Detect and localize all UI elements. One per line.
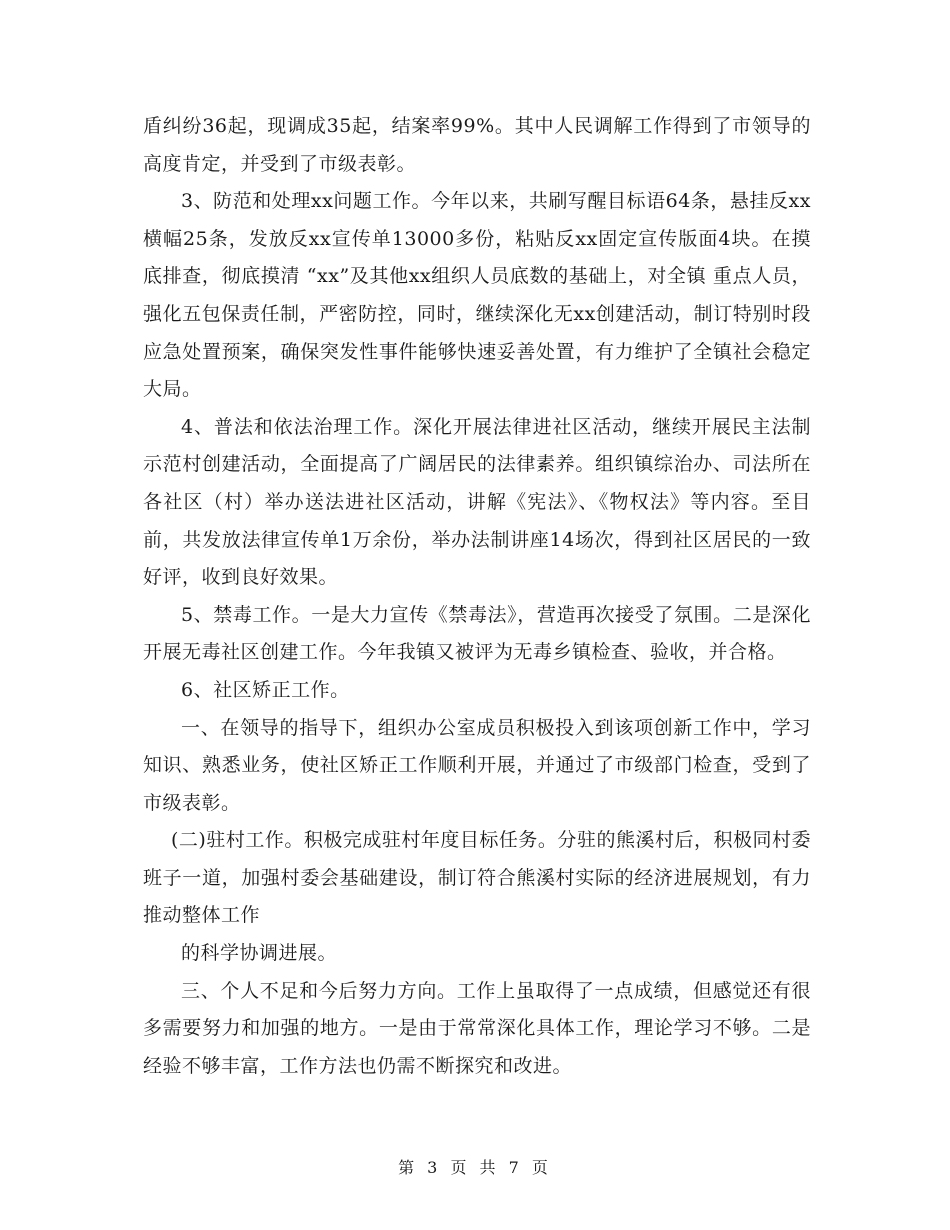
- paragraph-prevention-work: 3、防范和处理xx问题工作。今年以来，共刷写醒目标语64条，悬挂反xx横幅25条，发放反xx宣传单13000多份，粘贴反xx固定宣传版面4块。在摸底排查，彻底摸清 “xx”及其他xx组织人员底数的基础上，对全镇 重点人员，强化五包保责任制，严密防控，同时，继续深化无xx创建活动，制订特别时段应急处置预案，确保突发性事件能够快速妥善处置，有力维护了全镇社会稳定大局。: [143, 190, 811, 401]
- paragraph-community-correction-heading: 6、社区矫正工作。: [181, 678, 350, 701]
- page-number-footer: 第 3 页 共 7 页: [398, 1158, 552, 1177]
- document-body: [143, 108, 811, 1085]
- paragraph-village-work-continued: 的科学协调进展。: [181, 942, 338, 965]
- paragraph-village-work: (二)驻村工作。积极完成驻村年度目标任务。分驻的熊溪村后，积极同村委班子一道，加强村委会基础建设，制订符合熊溪村实际的经济进展规划，有力推动整体工作: [143, 829, 811, 927]
- paragraph-dispute-cases: 盾纠纷36起，现调成35起，结案率99%。其中人民调解工作得到了市领导的高度肯定，并受到了市级表彰。: [143, 115, 811, 175]
- paragraph-community-correction: 一、在领导的指导下，组织办公室成员积极投入到该项创新工作中，学习知识、熟悉业务，使社区矫正工作顺利开展，并通过了市级部门检查，受到了市级表彰。: [143, 716, 811, 814]
- paragraph-shortcomings: 三、个人不足和今后努力方向。工作上虽取得了一点成绩，但感觉还有很多需要努力和加强的地方。一是由于常常深化具体工作，理论学习不够。二是经验不够丰富，工作方法也仍需不断探究和改进。: [143, 979, 811, 1077]
- paragraph-drug-control: 5、禁毒工作。一是大力宣传《禁毒法》，营造再次接受了氛围。二是深化开展无毒社区创建工作。今年我镇又被评为无毒乡镇检查、验收，并合格。: [143, 603, 811, 664]
- paragraph-legal-education: 4、普法和依法治理工作。深化开展法律进社区活动，继续开展民主法制示范村创建活动，全面提高了广阔居民的法律素养。组织镇综治办、司法所在各社区（村）举办送法进社区活动，讲解《宪法》、《物权法》等内容。至目前，共发放法律宣传单1万余份，举办法制讲座14场次，得到社区居民的一致好评，收到良好效果。: [143, 415, 811, 589]
